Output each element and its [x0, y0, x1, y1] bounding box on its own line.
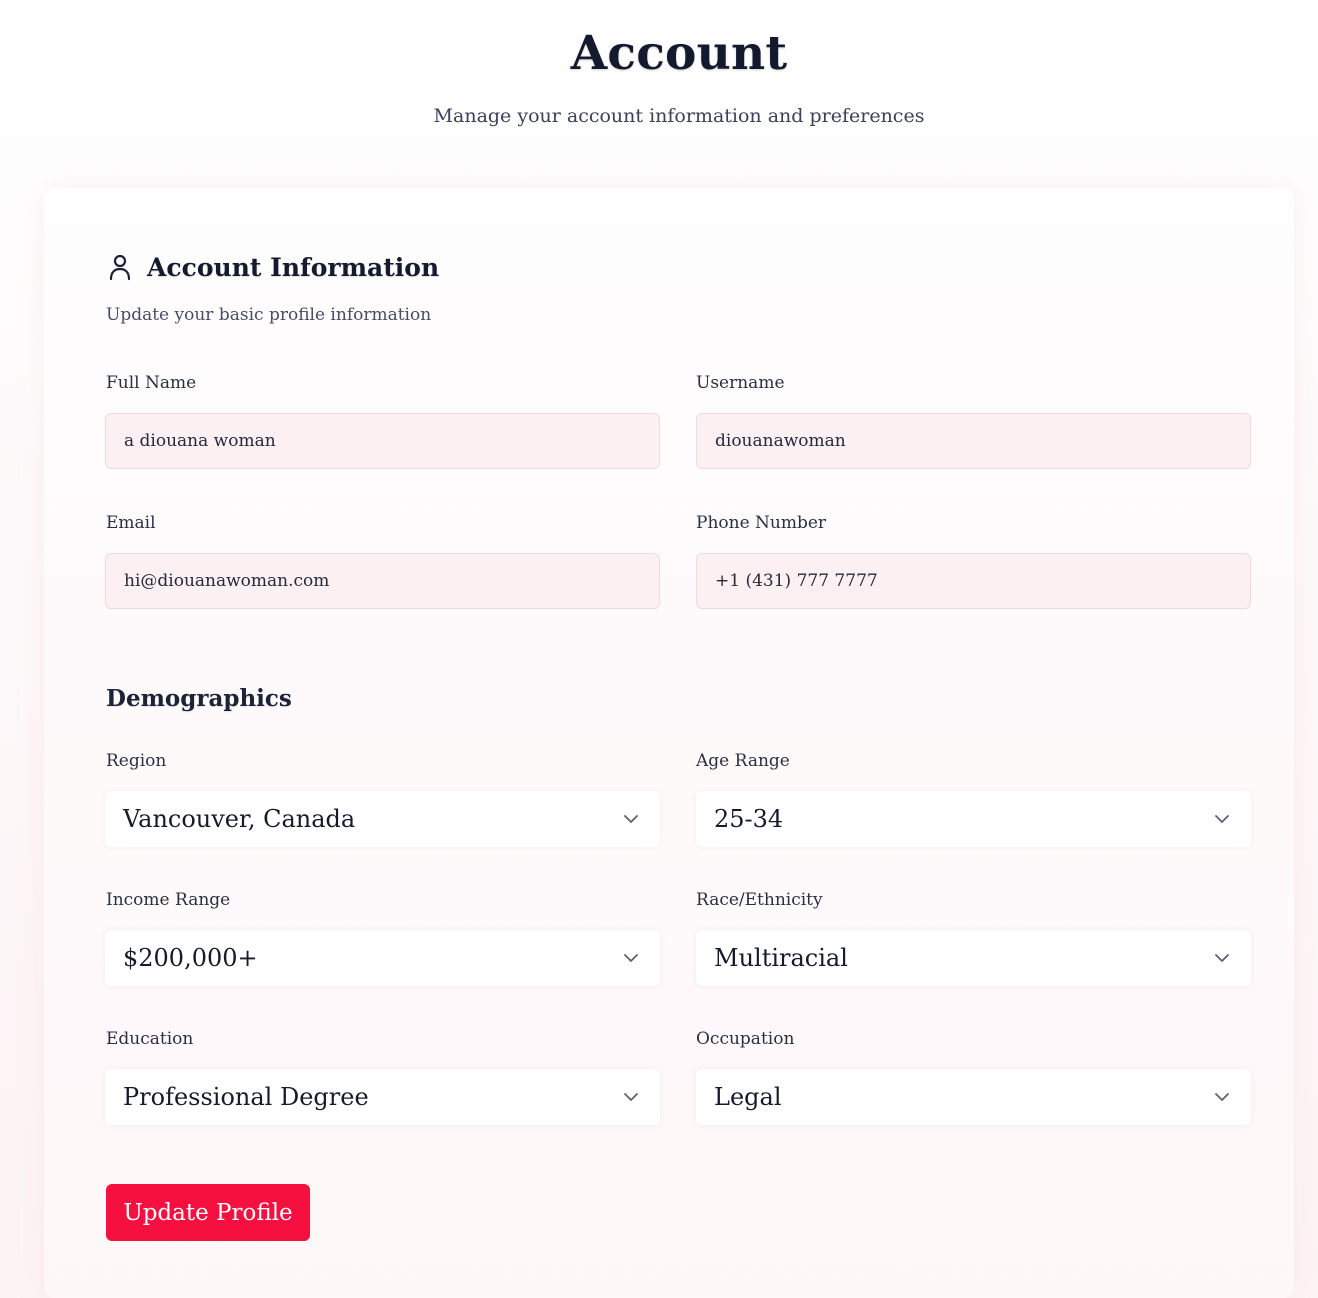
chevron-down-icon [1213, 810, 1231, 828]
demographics-title: Demographics [106, 685, 292, 712]
income-range-label: Income Range [106, 890, 231, 910]
age-range-value: 25-34 [714, 805, 784, 833]
race-ethnicity-label: Race/Ethnicity [696, 890, 823, 910]
page-subtitle: Manage your account information and preferences [433, 105, 925, 127]
age-range-label: Age Range [696, 751, 790, 771]
username-input[interactable] [696, 413, 1251, 469]
user-icon [106, 252, 134, 282]
education-label: Education [106, 1029, 194, 1049]
account-card [44, 188, 1294, 1298]
username-label: Username [696, 373, 785, 393]
region-select[interactable] [105, 791, 660, 847]
account-info-header [106, 252, 439, 282]
full-name-input[interactable] [105, 413, 660, 469]
age-range-select[interactable] [696, 791, 1251, 847]
income-range-value: $200,000+ [123, 944, 258, 972]
occupation-label: Occupation [696, 1029, 795, 1049]
account-info-description: Update your basic profile information [106, 305, 432, 325]
occupation-value: Legal [714, 1083, 782, 1111]
race-ethnicity-select[interactable] [696, 930, 1251, 986]
email-input[interactable] [105, 553, 660, 609]
update-profile-button[interactable]: Update Profile [106, 1184, 310, 1241]
full-name-label: Full Name [106, 373, 197, 393]
occupation-select[interactable] [696, 1069, 1251, 1125]
phone-input[interactable] [696, 553, 1251, 609]
phone-label: Phone Number [696, 513, 827, 533]
chevron-down-icon [622, 810, 640, 828]
education-value: Professional Degree [123, 1083, 369, 1111]
chevron-down-icon [622, 949, 640, 967]
chevron-down-icon [622, 1088, 640, 1106]
account-info-title: Account Information [147, 252, 440, 282]
race-ethnicity-value: Multiracial [714, 944, 848, 972]
income-range-select[interactable] [105, 930, 660, 986]
education-select[interactable] [105, 1069, 660, 1125]
page-title: Account [570, 26, 788, 81]
email-label: Email [106, 513, 156, 533]
chevron-down-icon [1213, 949, 1231, 967]
chevron-down-icon [1213, 1088, 1231, 1106]
region-value: Vancouver, Canada [123, 805, 356, 833]
region-label: Region [106, 751, 167, 771]
